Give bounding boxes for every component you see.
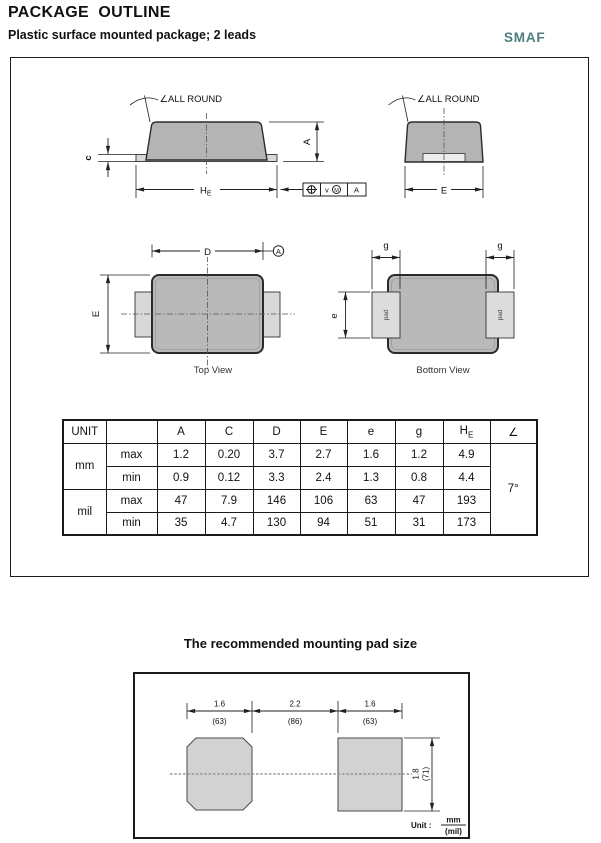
table-header-row	[63, 420, 537, 443]
angle-value-cell: 7°	[490, 443, 537, 535]
cell: 4.4	[443, 466, 490, 489]
unit-mm-cell: mm	[63, 443, 106, 489]
dim-label-e-top: E	[91, 310, 102, 318]
dim-label-e-bottom: e	[329, 313, 340, 319]
dim-left-width-mm: 1.6	[213, 699, 226, 709]
cell: 130	[253, 512, 300, 535]
cell: 0.12	[205, 466, 253, 489]
col-a: A	[157, 420, 205, 443]
table-row	[63, 466, 537, 489]
col-c: C	[205, 420, 253, 443]
cell: max	[106, 443, 157, 466]
cell: 1.2	[395, 443, 443, 466]
cell: 2.4	[300, 466, 347, 489]
dim-right-width-mil: (63)	[362, 717, 378, 726]
unit-label: Unit :	[411, 821, 432, 830]
mounting-pad-drawing	[135, 674, 468, 837]
unit-numerator: mm	[446, 815, 461, 825]
cell: 94	[300, 512, 347, 535]
bottom-body	[388, 275, 498, 353]
page-title: PACKAGE OUTLINE	[8, 4, 171, 21]
package-name: SMAF	[504, 30, 546, 45]
cell: 63	[347, 489, 395, 512]
col-e-cap: E	[300, 420, 347, 443]
dim-label-e-end: E	[440, 185, 448, 197]
cell: 0.8	[395, 466, 443, 489]
table-row	[63, 443, 537, 466]
bottom-view-label: Bottom View	[416, 365, 470, 376]
top-lead-right	[262, 292, 280, 337]
cell: 47	[395, 489, 443, 512]
cell: 0.20	[205, 443, 253, 466]
feature-control-frame	[281, 183, 367, 196]
cell: max	[106, 489, 157, 512]
bottom-view	[329, 241, 514, 377]
dim-gap-mm: 2.2	[289, 699, 301, 709]
col-e: e	[347, 420, 395, 443]
col-he: $H_E$	[443, 420, 490, 443]
unit-denominator: (mil)	[445, 827, 462, 836]
dim-gap-mil: (86)	[287, 717, 303, 726]
svg-text:M: M	[334, 187, 339, 194]
col-d: D	[253, 420, 300, 443]
dim-height-mil: (71)	[421, 766, 431, 782]
end-view	[389, 94, 484, 198]
cell: 146	[253, 489, 300, 512]
dim-label-he: $H_E$	[200, 185, 212, 198]
fcf-v-label: v	[325, 185, 329, 195]
cell: 3.7	[253, 443, 300, 466]
dim-left-width-mil: (63)	[212, 717, 227, 726]
cell: 47	[157, 489, 205, 512]
pad-label-right: pad	[497, 309, 504, 321]
col-unit: UNIT	[63, 420, 106, 443]
page-subtitle: Plastic surface mounted package; 2 leads	[8, 28, 257, 42]
cell: 4.9	[443, 443, 490, 466]
unit-note	[411, 816, 466, 837]
cell: 193	[443, 489, 490, 512]
dim-label-g-left: g	[383, 240, 389, 252]
cell: min	[106, 512, 157, 535]
cell: 31	[395, 512, 443, 535]
col-angle: ∠	[490, 420, 537, 443]
dim-label-d: D	[204, 247, 211, 258]
cell: 0.9	[157, 466, 205, 489]
package-outline-frame	[10, 57, 589, 577]
cell: 3.3	[253, 466, 300, 489]
pad-label-left: pad	[383, 309, 390, 321]
dimension-table	[62, 419, 538, 536]
col-g: g	[395, 420, 443, 443]
all-round-label-right: ∠ALL ROUND	[417, 94, 480, 105]
svg-text:A: A	[276, 249, 281, 257]
dim-height-mm: 1.8	[411, 768, 421, 780]
cell: 2.7	[300, 443, 347, 466]
cell: 7.9	[205, 489, 253, 512]
top-view-label: Top View	[193, 365, 233, 376]
cell: 173	[443, 512, 490, 535]
cell: 1.6	[347, 443, 395, 466]
all-round-label-left: ∠ALL ROUND	[159, 94, 223, 105]
side-view	[83, 94, 366, 198]
mounting-pad-frame	[133, 672, 470, 839]
dim-label-c: c	[83, 155, 94, 161]
cell: 1.2	[157, 443, 205, 466]
dim-label-g-right: g	[497, 240, 503, 252]
mounting-pad-title: The recommended mounting pad size	[183, 636, 418, 651]
fcf-datum-label: A	[353, 185, 360, 195]
cell: 1.3	[347, 466, 395, 489]
dim-right-width-mm: 1.6	[364, 699, 376, 709]
unit-mil-cell: mil	[63, 489, 106, 535]
cell: 35	[157, 512, 205, 535]
datum-a-flag	[263, 246, 284, 256]
cell: 51	[347, 512, 395, 535]
cell: 4.7	[205, 512, 253, 535]
dim-label-a: A	[302, 138, 313, 146]
table-row	[63, 512, 537, 535]
col-blank	[106, 420, 157, 443]
cell: 106	[300, 489, 347, 512]
cell: min	[106, 466, 157, 489]
top-lead-left	[135, 292, 153, 337]
table-row	[63, 489, 537, 512]
top-view	[91, 242, 295, 376]
